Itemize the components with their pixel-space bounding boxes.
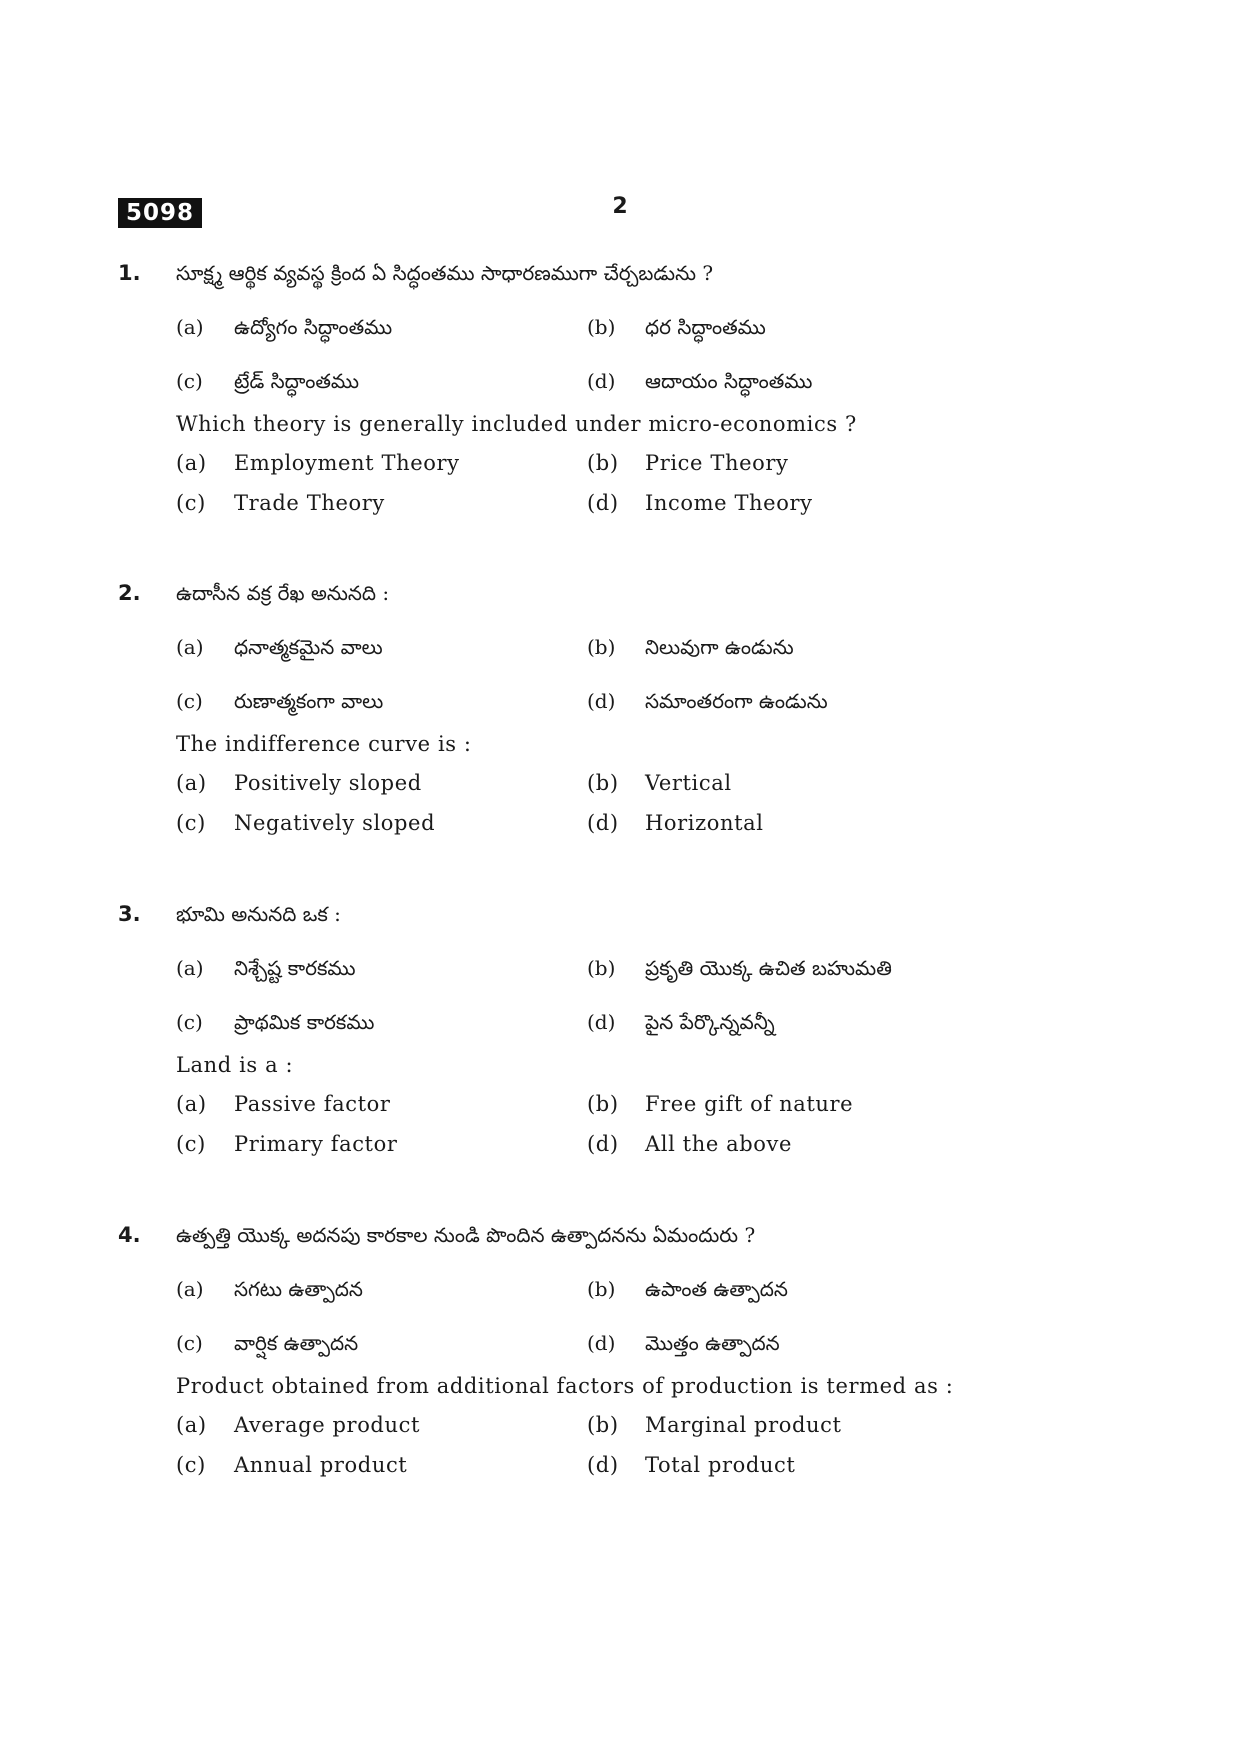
option-label: (c) — [176, 1010, 203, 1034]
option-label: (a) — [176, 1277, 204, 1301]
option-label: (d) — [587, 369, 616, 393]
english-question-text: The indifference curve is : — [176, 732, 472, 756]
option-text: ధనాత్మకమైన వాలు — [234, 635, 383, 659]
option-label: (d) — [587, 1132, 619, 1156]
paper-code: 5098 — [118, 198, 202, 228]
english-question-text: Product obtained from additional factors of production is termed as : — [176, 1374, 954, 1398]
question-number: 4. — [118, 1223, 141, 1247]
option-text: Vertical — [645, 771, 732, 795]
option-text: ప్రకృతి యొక్క ఉచిత బహుమతి — [645, 956, 892, 980]
option-label: (b) — [587, 1092, 619, 1116]
option-label: (d) — [587, 1331, 616, 1355]
telugu-question-text: ఉత్పత్తి యొక్క అదనపు కారకాల నుండి పొందిన ఉత్పాదనను ఏమందురు ? — [176, 1223, 756, 1247]
option-label: (c) — [176, 1132, 206, 1156]
option-label: (b) — [587, 1277, 616, 1301]
option-label: (a) — [176, 956, 204, 980]
option-label: (a) — [176, 1092, 207, 1116]
option-text: Passive factor — [234, 1092, 391, 1116]
option-label: (b) — [587, 451, 619, 475]
option-label: (c) — [176, 689, 203, 713]
option-label: (b) — [587, 635, 616, 659]
option-text: Income Theory — [645, 491, 813, 515]
option-text: Primary factor — [234, 1132, 398, 1156]
option-text: All the above — [645, 1132, 793, 1156]
option-text: నిశ్చేష్ట కారకము — [234, 956, 356, 980]
english-question-text: Which theory is generally included under micro-economics ? — [176, 412, 857, 436]
option-label: (b) — [587, 771, 619, 795]
option-text: Positively sloped — [234, 771, 422, 795]
option-label: (a) — [176, 315, 204, 339]
option-label: (c) — [176, 811, 206, 835]
option-text: ట్రేడ్ సిద్ధాంతము — [234, 369, 359, 393]
option-text: Price Theory — [645, 451, 789, 475]
telugu-question-text: భూమి అనునది ఒక : — [176, 902, 341, 926]
option-text: Horizontal — [645, 811, 764, 835]
option-text: Trade Theory — [234, 491, 385, 515]
option-label: (c) — [176, 1331, 203, 1355]
option-label: (d) — [587, 689, 616, 713]
option-text: Total product — [645, 1453, 796, 1477]
option-text: రుణాత్మకంగా వాలు — [234, 689, 384, 713]
option-label: (d) — [587, 491, 619, 515]
telugu-question-text: ఉదాసీన వక్ర రేఖ అనునది : — [176, 581, 390, 605]
option-text: మొత్తం ఉత్పాదన — [645, 1331, 780, 1355]
option-text: Employment Theory — [234, 451, 460, 475]
option-text: ఉద్యోగం సిద్ధాంతము — [234, 315, 393, 339]
option-text: వార్షిక ఉత్పాదన — [234, 1331, 359, 1355]
english-question-text: Land is a : — [176, 1053, 294, 1077]
option-label: (a) — [176, 1413, 207, 1437]
option-text: పైన పేర్కొన్నవన్నీ — [645, 1010, 775, 1034]
option-label: (b) — [587, 315, 616, 339]
option-label: (d) — [587, 1010, 616, 1034]
option-text: సగటు ఉత్పాదన — [234, 1277, 363, 1301]
option-text: Negatively sloped — [234, 811, 436, 835]
option-text: Free gift of nature — [645, 1092, 854, 1116]
option-text: ప్రాథమిక కారకము — [234, 1010, 375, 1034]
question-number: 3. — [118, 902, 141, 926]
option-label: (a) — [176, 635, 204, 659]
question-number: 1. — [118, 261, 141, 285]
option-text: ఆదాయం సిద్ధాంతము — [645, 369, 813, 393]
option-text: ఉపాంత ఉత్పాదన — [645, 1277, 788, 1301]
option-text: Annual product — [234, 1453, 408, 1477]
option-label: (b) — [587, 956, 616, 980]
option-text: సమాంతరంగా ఉండును — [645, 689, 828, 713]
option-text: Marginal product — [645, 1413, 842, 1437]
option-label: (d) — [587, 1453, 619, 1477]
option-label: (a) — [176, 771, 207, 795]
option-text: నిలువుగా ఉండును — [645, 635, 794, 659]
option-text: Average product — [234, 1413, 421, 1437]
option-label: (c) — [176, 369, 203, 393]
telugu-question-text: సూక్ష్మ ఆర్థిక వ్యవస్థ క్రింద ఏ సిద్ధంతము సాధారణముగా చేర్చబడును ? — [176, 261, 714, 285]
option-text: ధర సిద్ధాంతము — [645, 315, 766, 339]
option-label: (c) — [176, 1453, 206, 1477]
page-number: 2 — [612, 194, 628, 219]
option-label: (b) — [587, 1413, 619, 1437]
option-label: (c) — [176, 491, 206, 515]
option-label: (d) — [587, 811, 619, 835]
question-number: 2. — [118, 581, 141, 605]
option-label: (a) — [176, 451, 207, 475]
